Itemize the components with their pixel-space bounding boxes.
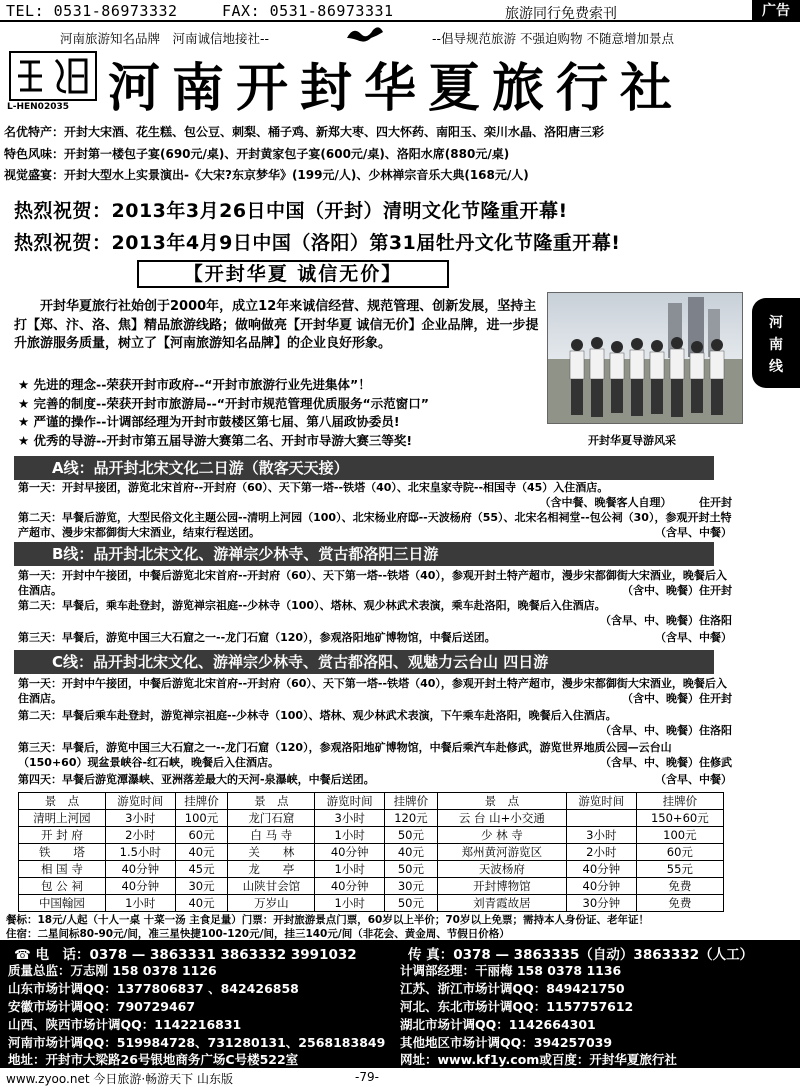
table-cell: 中国翰园: [19, 895, 106, 912]
phone-icon: ☎: [14, 947, 36, 963]
specialty-shows: 视觉盛宴：开封大型水上实景演出-《大宋?东京梦华》(199元/人)、少林禅宗音乐大典(168元/人): [4, 168, 529, 182]
table-cell: 少 林 寺: [437, 827, 566, 844]
congrats-luoyang: 热烈祝贺：2013年4月9日中国（洛阳）第31届牡丹文化节隆重开幕!: [14, 232, 621, 254]
jiangsu-qq: 江苏、浙江市场计调QQ：849421750: [400, 981, 625, 996]
day-text: 第二天：早餐后乘车赴登封，游览禅宗祖庭--少林寺（100）、塔林、观少林武术表演，下午乘车赴洛阳，晚餐后入住酒店。: [18, 709, 617, 722]
table-cell: 40分钟: [566, 861, 636, 878]
table-cell: 铁 塔: [19, 844, 106, 861]
table-cell: 30元: [175, 878, 228, 895]
hubei-qq: 湖北市场计调QQ：1142664301: [400, 1017, 596, 1032]
scenic-spot-price-table: [18, 792, 724, 912]
table-cell: 1小时: [315, 827, 385, 844]
table-cell: 3小时: [315, 810, 385, 827]
table-cell: 万岁山: [228, 895, 315, 912]
telephone-number: TEL: 0531-86973332: [6, 2, 178, 20]
other-qq: 其他地区市场计调QQ：394257039: [400, 1035, 613, 1050]
table-cell: 100元: [636, 827, 723, 844]
phone-text: 电 话：0378 — 3863331 3863332 3991032: [35, 947, 357, 963]
table-cell: 40分钟: [315, 878, 385, 895]
company-logo: [6, 50, 101, 110]
address: 地址：开封市大梁路26号银地商务广场C号楼522室: [8, 1052, 299, 1067]
meal-note: 餐标：18元/人起（十人一桌 十菜一汤 主食足量）门票：开封旅游景点门票，60岁以上半价；70岁以上免票；需持本人身份证、老年证！: [6, 914, 649, 926]
table-cell: 30分钟: [566, 895, 636, 912]
line-a-day1: [18, 480, 732, 495]
table-cell: 2小时: [566, 844, 636, 861]
logo-seal-icon: [6, 50, 101, 102]
column-header: 景 点: [437, 793, 566, 810]
line-a-day2-meals: （含早、中餐）: [655, 526, 732, 539]
line-c-day3-meals: （含早、中、晚餐）住修武: [600, 756, 732, 769]
table-cell: 山陕甘会馆: [228, 878, 315, 895]
slogan: 【开封华夏 诚信无价】: [137, 260, 449, 288]
table-cell: 龙 亭: [228, 861, 315, 878]
quality-director: 质量总监：万志刚 158 0378 1126: [8, 963, 217, 978]
line-c-day2-meals: （含早、中、晚餐）住洛阳: [600, 724, 732, 737]
table-cell: 60元: [636, 844, 723, 861]
table-cell: 免费: [636, 878, 723, 895]
dragon-icon: [345, 24, 385, 46]
table-cell: 郑州黄河游览区: [437, 844, 566, 861]
table-cell: 相 国 寺: [19, 861, 106, 878]
line-a-day1-meals: （含中餐、晚餐客人自理） 住开封: [539, 496, 732, 509]
table-cell: 40分钟: [105, 861, 175, 878]
day-text: 第二天：早餐后游览，大型民俗文化主题公园--清明上河园（100）、北宋杨业府邸--天波杨府（55）、北宋名相祠堂--包公祠（30），参观开封土特产超市、漫步宋都御街大宋酒业，结束行程送团。: [18, 511, 732, 539]
intro-text: 开封华夏旅行社始创于2000年，成立12年来诚信经营、规范管理、创新发展，坚持主打【郑、汴、洛、焦】精品旅游线路；做响做亮【开封华夏 诚信无价】企业品牌，进一步提升旅游服务质量，树立了【河南旅游知名品牌】的企业良好形象。: [14, 299, 539, 351]
line-a-heading: A线：品开封北宋文化二日游（散客天天接）: [14, 456, 714, 480]
table-cell: 40分钟: [105, 878, 175, 895]
table-cell: 1.5小时: [105, 844, 175, 861]
line-b-day3-meals: （含早、中餐）: [655, 631, 732, 644]
shandong-qq: 山东市场计调QQ：1377806837 、842426858: [8, 981, 299, 996]
honor-item: ★ 严谨的操作--计调部经理为开封市鼓楼区第七届、第八届政协委员!: [18, 414, 400, 429]
notes-section: [6, 913, 746, 941]
table-cell: 云 台 山+小交通: [437, 810, 566, 827]
phone-numbers: [14, 943, 357, 963]
honor-item: ★ 优秀的导游--开封市第五届导游大赛第二名、开封市导游大赛三等奖!: [18, 432, 413, 448]
table-row: [19, 827, 724, 844]
license-number: L-HEN02035: [7, 102, 69, 112]
advertisement-badge: 广告: [752, 0, 800, 22]
top-bar: [0, 0, 800, 22]
table-cell: 100元: [175, 810, 228, 827]
table-cell: 40元: [385, 844, 438, 861]
table-cell: 3小时: [566, 827, 636, 844]
page-footer: [0, 1068, 800, 1086]
line-b-heading: B线：品开封北宋文化、游禅宗少林寺、赏古都洛阳三日游: [14, 542, 714, 566]
table-header-row: [19, 793, 724, 810]
table-cell: 3小时: [105, 810, 175, 827]
specialties-section: [0, 120, 742, 186]
table-cell: 开 封 府: [19, 827, 106, 844]
photo-caption: 开封华夏导游风采: [588, 434, 676, 447]
day-text: 第三天：早餐后，游览中国三大石窟之一--龙门石窟（120），参观洛阳地矿博物馆，中餐后送团。: [18, 631, 496, 644]
contact-panel: [0, 940, 800, 1068]
column-header: 游览时间: [105, 793, 175, 810]
day-text: 第二天：早餐后，乘车赴登封，游览禅宗祖庭--少林寺（100）、塔林、观少林武术表演，乘车赴洛阳，晚餐后入住酒店。: [18, 599, 606, 612]
hebei-qq: 河北、东北市场计调QQ：1157757612: [400, 999, 634, 1014]
day-text: 第四天：早餐后游览潭瀑峡、亚洲落差最大的天河-泉瀑峡，中餐后送团。: [18, 773, 375, 786]
table-cell: 50元: [385, 895, 438, 912]
brand-tagline-left: 河南旅游知名品牌 河南诚信地接社--: [60, 31, 270, 46]
guide-team-photo: [547, 292, 743, 424]
table-cell: 40元: [175, 895, 228, 912]
company-name: 河南开封华夏旅行社: [108, 59, 685, 119]
line-c-day4-meals: （含早、中餐）: [655, 773, 732, 786]
honor-list: [18, 376, 548, 450]
honor-item: ★ 先进的理念--荣获开封市政府--“开封市旅游行业先进集体”！: [18, 377, 371, 392]
table-cell: 包 公 祠: [19, 878, 106, 895]
table-cell: 30元: [385, 878, 438, 895]
table-cell: 刘青霞故居: [437, 895, 566, 912]
table-cell: 150+60元: [636, 810, 723, 827]
henan-line-tab: [752, 298, 800, 388]
table-cell: 120元: [385, 810, 438, 827]
table-cell: 1小时: [315, 895, 385, 912]
side-tab-char: 河: [769, 315, 783, 331]
day-text: 第三天：早餐后，游览中国三大石窟之一--龙门石窟（120），参观洛阳地矿博物馆，中餐后乘汽车赴修武，游览世界地质公园—云台山（150+60）现盆景峡谷-红石峡，晚餐后入住酒店。: [18, 741, 672, 769]
lodging-note: 住宿：二星间标80-90元/间，准三星快捷100-120元/间，挂三140元/间（非花会、黄金周、节假日价格）: [6, 928, 510, 940]
line-c-heading: C线：品开封北宋文化、游禅宗少林寺、赏古都洛阳、观魅力云台山 四日游: [14, 650, 714, 674]
table-cell: 55元: [636, 861, 723, 878]
table-cell: 清明上河园: [19, 810, 106, 827]
specialty-products: 名优特产：开封大宋酒、花生糕、包公豆、刺梨、桶子鸡、新郑大枣、四大怀药、南阳玉、栾川水晶、洛阳唐三彩: [4, 125, 605, 139]
column-header: 游览时间: [566, 793, 636, 810]
day-text: 第一天：开封早接团，游览北宋首府--开封府（60）、天下第一塔--铁塔（40）、北宋皇家寺院--相国寺（45）入住酒店。: [18, 481, 609, 494]
line-c-day1-meals: （含中、晚餐）住开封: [622, 692, 732, 705]
table-row: [19, 878, 724, 895]
column-header: 挂牌价: [636, 793, 723, 810]
honor-item: ★ 完善的制度--荣获开封市旅游局--“开封市规范管理优质服务“示范窗口”: [18, 395, 429, 411]
table-cell: [566, 810, 636, 827]
free-catalog-note: 旅游同行免费索刊: [505, 6, 617, 22]
table-cell: 白 马 寺: [228, 827, 315, 844]
table-cell: 关 林: [228, 844, 315, 861]
column-header: 挂牌价: [385, 793, 438, 810]
shanxi-qq: 山西、陕西市场计调QQ：1142216831: [8, 1017, 242, 1032]
line-b-day2: [18, 598, 732, 613]
day-text: 第一天：开封中午接团，中餐后游览北宋首府--开封府（60）、天下第一塔--铁塔（40），参观开封土特产超市，漫步宋都御街大宋酒业，晚餐后入住酒店。: [18, 569, 727, 597]
column-header: 游览时间: [315, 793, 385, 810]
column-header: 景 点: [19, 793, 106, 810]
table-cell: 开封博物馆: [437, 878, 566, 895]
table-row: [19, 895, 724, 912]
table-cell: 50元: [385, 827, 438, 844]
column-header: 景 点: [228, 793, 315, 810]
table-cell: 40分钟: [315, 844, 385, 861]
fax-number: FAX: 0531-86973331: [222, 2, 394, 20]
planning-manager: 计调部经理：干丽梅 158 0378 1136: [400, 963, 622, 978]
line-b-day1-meals: （含中、晚餐）住开封: [622, 584, 732, 597]
table-cell: 40分钟: [566, 878, 636, 895]
table-cell: 1小时: [105, 895, 175, 912]
column-header: 挂牌价: [175, 793, 228, 810]
congrats-kaifeng: 热烈祝贺：2013年3月26日中国（开封）清明文化节隆重开幕!: [14, 200, 568, 222]
line-c-day2: [18, 708, 732, 723]
footer-site: www.zyoo.net 今日旅游·畅游天下 山东版: [6, 1072, 233, 1086]
table-cell: 2小时: [105, 827, 175, 844]
brand-tagline-right: --倡导规范旅游 不强迫购物 不随意增加景点: [432, 31, 674, 46]
fax-numbers: 传 真：0378 — 3863335（自动）3863332（人工）: [408, 947, 754, 963]
table-cell: 免费: [636, 895, 723, 912]
company-intro: [14, 298, 542, 354]
line-b-day2-meals: （含早、中、晚餐）住洛阳: [600, 614, 732, 627]
table-cell: 40元: [175, 844, 228, 861]
table-body: [19, 810, 724, 912]
anhui-qq: 安徽市场计调QQ：790729467: [8, 999, 196, 1014]
page-number: -79-: [355, 1070, 379, 1084]
website[interactable]: 网址：www.kf1y.com或百度：开封华夏旅行社: [400, 1052, 677, 1067]
day-text: 第一天：开封中午接团，中餐后游览北宋首府--开封府（60）、天下第一塔--铁塔（40），参观开封土特产超市，漫步宋都御街大宋酒业，晚餐后入住酒店。: [18, 677, 727, 705]
table-row: [19, 844, 724, 861]
henan-qq: 河南市场计调QQ：519984728、731280131、2568183849: [8, 1035, 386, 1050]
side-tab-char: 线: [769, 359, 783, 375]
table-cell: 天波杨府: [437, 861, 566, 878]
table-cell: 45元: [175, 861, 228, 878]
table-cell: 60元: [175, 827, 228, 844]
specialty-food: 特色风味：开封第一楼包子宴(690元/桌)、开封黄家包子宴(600元/桌)、洛阳水席(880元/桌): [4, 147, 510, 161]
table-cell: 1小时: [315, 861, 385, 878]
side-tab-char: 南: [769, 337, 783, 353]
table-row: [19, 810, 724, 827]
table-cell: 龙门石窟: [228, 810, 315, 827]
group-photo-image: [548, 293, 743, 424]
table-cell: 50元: [385, 861, 438, 878]
table-row: [19, 861, 724, 878]
